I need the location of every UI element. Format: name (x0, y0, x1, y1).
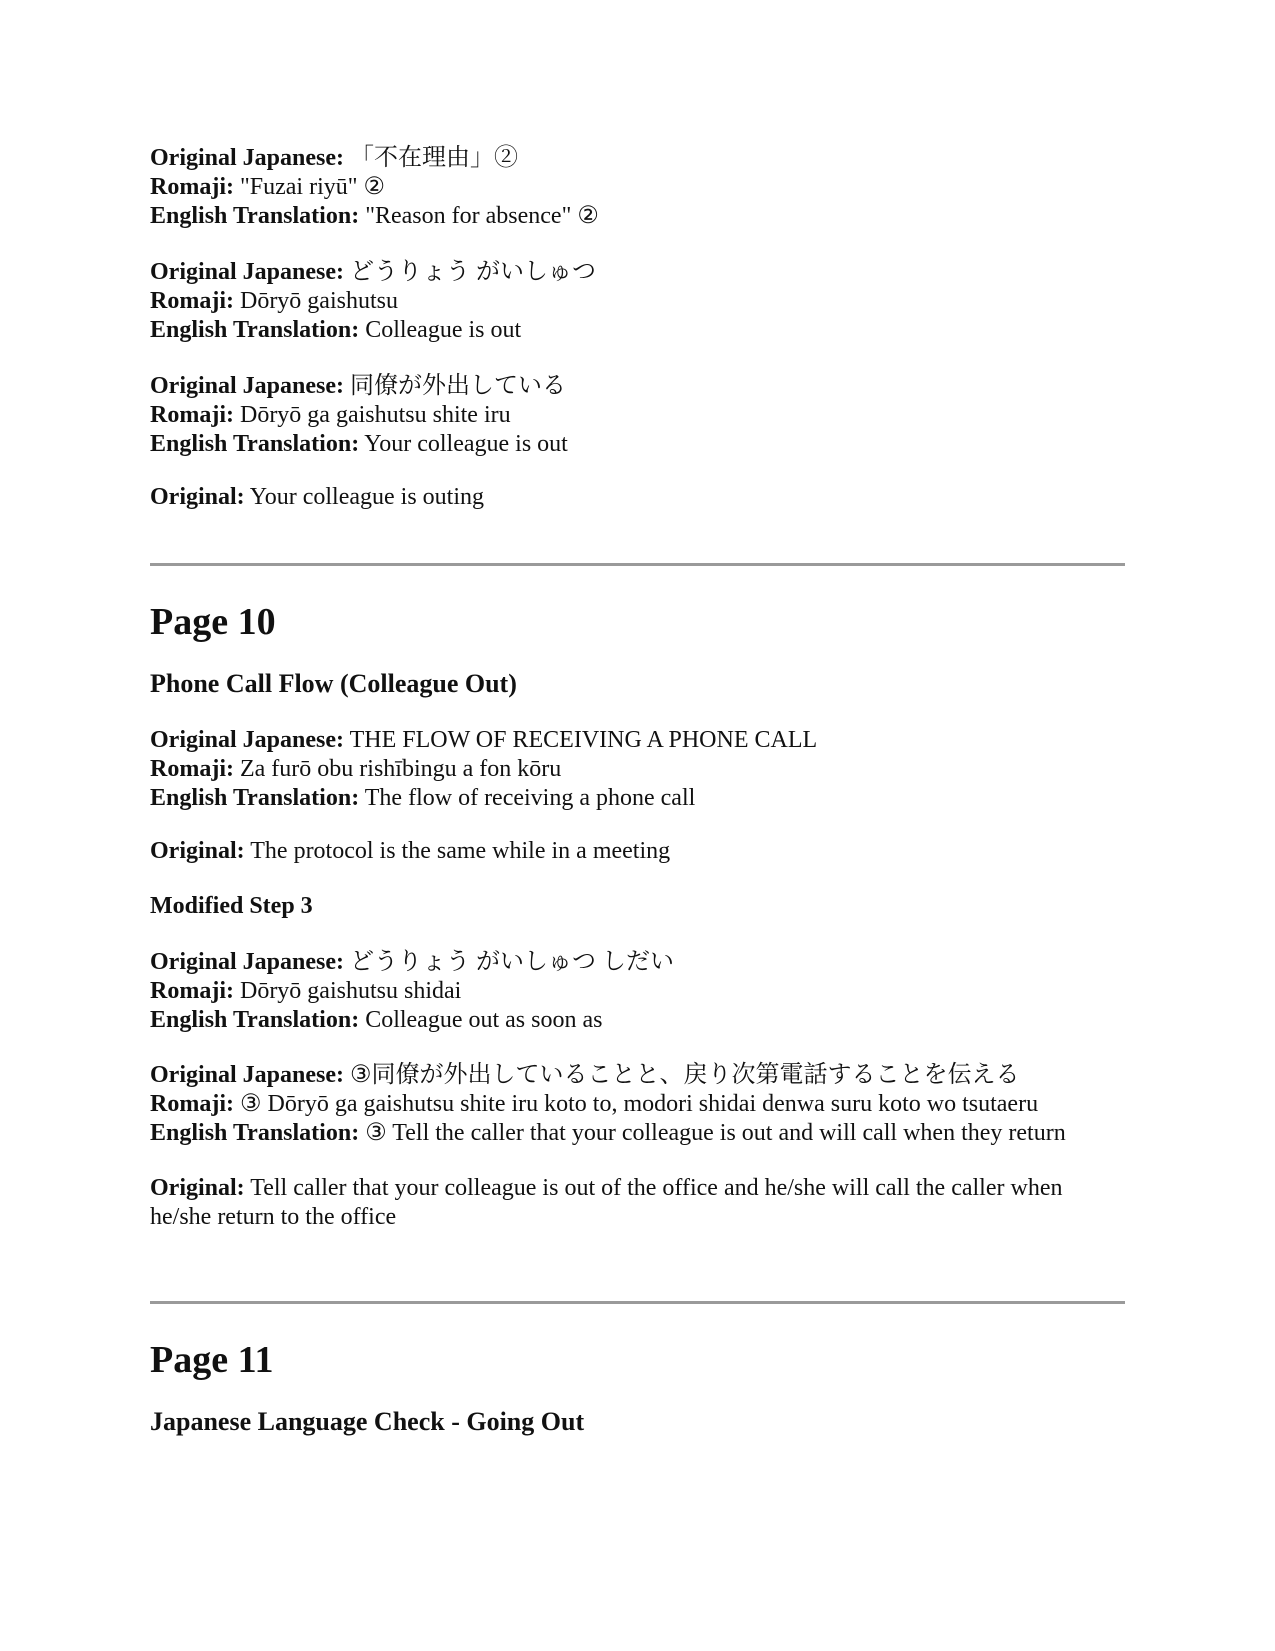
original-text: The protocol is the same while in a meeting (250, 838, 671, 864)
japanese-line (150, 372, 1125, 401)
romaji-text: Dōryō gaishutsu shidai (239, 978, 462, 1004)
original-line (150, 483, 1125, 512)
translation-entry (150, 258, 1125, 345)
english-line (150, 1006, 1125, 1035)
original-japanese-label: Original Japanese: (150, 259, 345, 285)
japanese-text: どうりょう がいしゅつ しだい (350, 949, 675, 975)
romaji-label: Romaji: (150, 402, 234, 428)
japanese-text: 同僚が外出している (350, 373, 567, 399)
translation-entry (150, 372, 1125, 459)
english-translation-label: English Translation: (150, 317, 360, 343)
romaji-line (150, 287, 1125, 316)
romaji-text: "Fuzai riyū" ② (239, 174, 386, 200)
romaji-text: ③ Dōryō ga gaishutsu shite iru koto to, modori shidai denwa suru koto wo tsutaeru (239, 1091, 1039, 1117)
romaji-label: Romaji: (150, 978, 234, 1004)
section-title: Phone Call Flow (Colleague Out) (150, 669, 517, 698)
japanese-line (150, 1061, 1125, 1090)
japanese-line (150, 144, 1125, 173)
english-translation-label: English Translation: (150, 1007, 360, 1033)
japanese-text: ③同僚が外出していることと、戻り次第電話することを伝える (350, 1062, 1020, 1088)
step-title: Modified Step 3 (150, 893, 313, 919)
page-title: Page 11 (150, 1339, 274, 1381)
original-japanese-label: Original Japanese: (150, 727, 345, 753)
romaji-label: Romaji: (150, 756, 234, 782)
original-note (150, 1174, 1125, 1232)
page-divider (150, 563, 1125, 566)
original-label: Original: (150, 1175, 245, 1201)
english-line (150, 430, 1125, 459)
original-label: Original: (150, 484, 245, 510)
japanese-text: どうりょう がいしゅつ (350, 259, 597, 285)
english-text: Your colleague is out (364, 431, 568, 457)
japanese-line (150, 948, 1125, 977)
english-line (150, 1119, 1125, 1148)
english-line (150, 316, 1125, 345)
japanese-text: THE FLOW OF RECEIVING A PHONE CALL (349, 727, 818, 753)
original-text: Your colleague is outing (249, 484, 484, 510)
english-text: "Reason for absence" ② (365, 203, 599, 229)
romaji-label: Romaji: (150, 288, 234, 314)
japanese-text: 「不在理由」② (350, 145, 519, 171)
japanese-line (150, 258, 1125, 287)
translation-entry (150, 144, 1125, 231)
romaji-label: Romaji: (150, 1091, 234, 1117)
romaji-line (150, 755, 1125, 784)
translation-entry (150, 1061, 1125, 1148)
page-divider (150, 1301, 1125, 1304)
original-note (150, 483, 1125, 512)
original-japanese-label: Original Japanese: (150, 145, 345, 171)
romaji-line (150, 1090, 1125, 1119)
romaji-line (150, 977, 1125, 1006)
romaji-line (150, 173, 1125, 202)
document-page (150, 0, 1125, 1651)
original-note (150, 837, 1125, 866)
translation-entry (150, 948, 1125, 1035)
translation-entry (150, 726, 1125, 813)
english-text: ③ Tell the caller that your colleague is out and will call when they return (365, 1120, 1066, 1146)
page-title: Page 10 (150, 601, 276, 643)
section-title: Japanese Language Check - Going Out (150, 1407, 585, 1436)
romaji-text: Za furō obu rishībingu a fon kōru (239, 756, 562, 782)
english-text: Colleague out as soon as (365, 1007, 603, 1033)
original-label: Original: (150, 838, 245, 864)
original-text: Tell caller that your colleague is out of the office and he/she will call the caller when he/she return to the office (150, 1175, 1063, 1230)
english-translation-label: English Translation: (150, 431, 360, 457)
english-translation-label: English Translation: (150, 785, 360, 811)
romaji-label: Romaji: (150, 174, 234, 200)
english-line (150, 202, 1125, 231)
original-japanese-label: Original Japanese: (150, 1062, 345, 1088)
english-translation-label: English Translation: (150, 203, 360, 229)
original-japanese-label: Original Japanese: (150, 373, 345, 399)
original-japanese-label: Original Japanese: (150, 949, 345, 975)
original-line (150, 837, 1125, 866)
romaji-text: Dōryō gaishutsu (239, 288, 398, 314)
original-line (150, 1174, 1125, 1232)
english-text: The flow of receiving a phone call (364, 785, 696, 811)
english-text: Colleague is out (365, 317, 522, 343)
japanese-line (150, 726, 1125, 755)
english-line (150, 784, 1125, 813)
romaji-line (150, 401, 1125, 430)
english-translation-label: English Translation: (150, 1120, 360, 1146)
romaji-text: Dōryō ga gaishutsu shite iru (239, 402, 511, 428)
